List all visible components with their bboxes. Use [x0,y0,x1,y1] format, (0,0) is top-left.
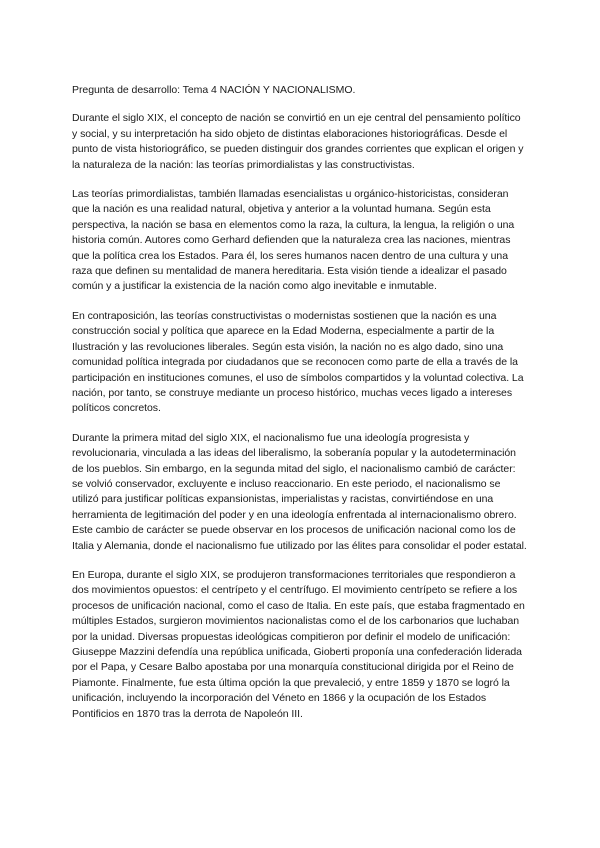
document-title: Pregunta de desarrollo: Tema 4 NACIÓN Y NACIONALISMO. [72,84,356,96]
paragraph-constructivist: En contraposición, las teorías constructivistas o modernistas sostienen que la nación es una construcción social y política que aparece en la Edad Moderna, especialmente a partir de la Ilustración y las revoluciones liberales. Según esta visión, la nación no es algo dado, sino una comunidad política integrada por ciudadanos que se reconocen como parte de ella a través de la participación en instituciones comunes, el uso de símbolos compartidos y la voluntad colectiva. La nación, por tanto, se construye mediante un proceso histórico, muchas veces ligado a intereses políticos concretos. [72,309,524,415]
paragraph-primordialist: Las teorías primordialistas, también llamadas esencialistas u orgánico-historicistas, consideran que la nación es una realidad natural, objetiva y anterior a la voluntad humana. Según esta perspectiva, la nación se basa en elementos como la raza, la cultura, la lengua, la religión o una historia común. Autores como Gerhard defienden que la naturaleza crea las naciones, mientras que la política crea los Estados. Para él, los seres humanos nacen dentro de una cultura y una raza que definen su mentalidad de manera hereditaria. Esta visión tiende a idealizar el pasado común y a justificar la existencia de la nación como algo inevitable e inmutable. [72,188,515,293]
document-body [72,83,528,736]
paragraph-europe-unification: En Europa, durante el siglo XIX, se produjeron transformaciones territoriales que respondieron a dos movimientos opuestos: el centrípeto y el centrífugo. El movimiento centrípeto se refiere a los procesos de unificación nacional, como el caso de Italia. En este país, que estaba fragmentado en múltiples Estados, surgieron movimientos nacionalistas como el de los carbonarios que luchaban por la unidad. Diversas propuestas ideológicas compitieron por definir el modelo de unificación: Giuseppe Mazzini defendía una república unificada, Gioberti proponía una confederación liderada por el Papa, y Cesare Balbo apostaba por una monarquía constitucional dirigida por el Reino de Piamonte. Finalmente, fue esta última opción la que prevaleció, y entre 1859 y 1870 se logró la unificación, incluyendo la incorporación del Véneto en 1866 y la ocupación de los Estados Pontificios en 1870 tras la derrota de Napoleón III. [72,568,525,720]
paragraph-intro: Durante el siglo XIX, el concepto de nación se convirtió en un eje central del pensamiento político y social, y su interpretación ha sido objeto de distintas elaboraciones historiográficas. Desde el punto de vista historiográfico, se pueden distinguir dos grandes corrientes que explican el origen y la naturaleza de la nación: las teorías primordialistas y las constructivistas. [72,112,524,171]
paragraph-nationalism-evolution: Durante la primera mitad del siglo XIX, el nacionalismo fue una ideología progresista y revolucionaria, vinculada a las ideas del liberalismo, la soberanía popular y la autodeterminación de los pueblos. Sin embargo, en la segunda mitad del siglo, el nacionalismo cambió de carácter: se volvió conservador, excluyente e incluso reaccionario. En este periodo, el nacionalismo se utilizó para justificar políticas expansionistas, imperialistas y racistas, convirtiéndose en una herramienta de legitimación del poder y en una ideología enfrentada al internacionalismo obrero. Este cambio de carácter se puede observar en los procesos de unificación nacional como los de Italia y Alemania, donde el nacionalismo fue utilizado por las élites para consolidar el poder estatal. [72,431,527,552]
